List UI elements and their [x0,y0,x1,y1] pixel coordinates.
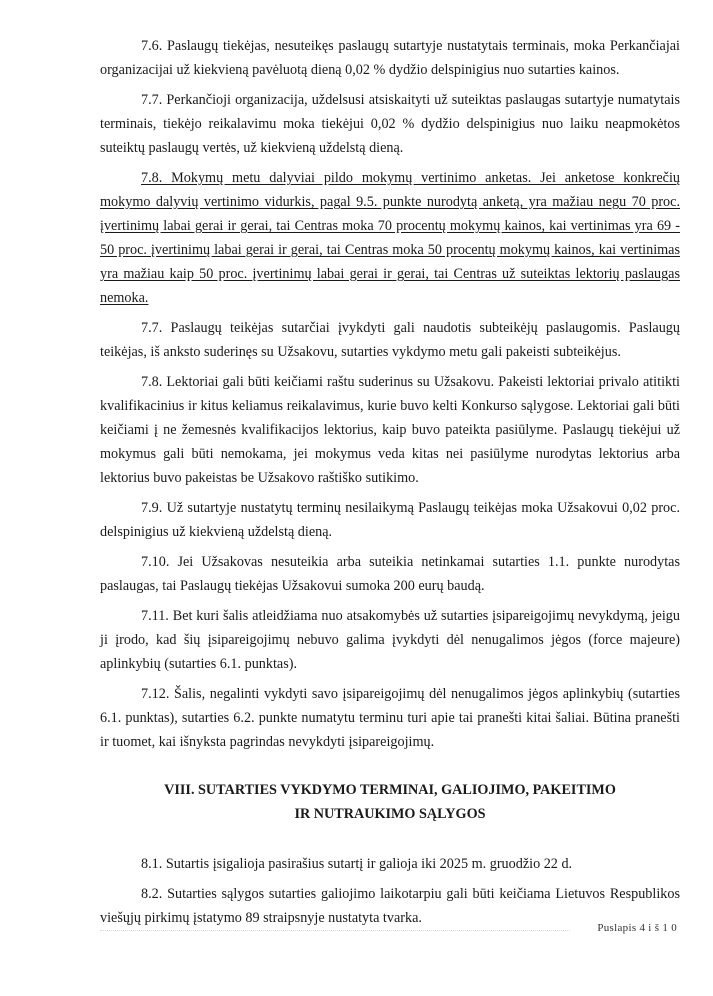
paragraph-7-9: 7.9. Už sutartyje nustatytų terminų nesilaikymą Paslaugų teikėjas moka Užsakovui 0,02 proc. delspinigius už kiekvieną uždelstą dieną. [100,500,680,540]
paragraph-7-7-subcontractors: 7.7. Paslaugų teikėjas sutarčiai įvykdyti gali naudotis subteikėjų paslaugomis. Paslaugų teikėjas, iš anksto suderinęs su Užsakovu, sutarties vykdymo metu gali pakeisti subteikėjus. [100,320,680,360]
paragraph-7-12: 7.12. Šalis, negalinti vykdyti savo įsipareigojimų dėl nenugalimos jėgos aplinkybių (sutarties 6.1. punktas), sutarties 6.2. punkte numatytu terminu turi apie tai pranešti kitai šaliai. Būtina pranešti ir tuomet, kai išnyksta pagrindas nevykdyti įsipareigojimų. [100,686,680,750]
section-heading [100,778,680,826]
paragraph-8-1: 8.1. Sutartis įsigalioja pasirašius sutartį ir galioja iki 2025 m. gruodžio 22 d. [141,856,573,872]
paragraph-8-2: 8.2. Sutarties sąlygos sutarties galiojimo laikotarpiu gali būti keičiama Lietuvos Respublikos viešųjų pirkimų įstatymo 89 straipsnyje nustatyta tvarka. [100,886,680,926]
paragraph-7-6: 7.6. Paslaugų tiekėjas, nesuteikęs paslaugų sutartyje nustatytais terminais, moka Perkančiajai organizacijai už kiekvieną pavėluotą dieną 0,02 % dydžio delspinigius nuo sutarties kainos. [100,38,680,78]
document-body [100,34,680,936]
paragraph-7-11: 7.11. Bet kuri šalis atleidžiama nuo atsakomybės už sutarties įsipareigojimų nevykdymą, jeigu ji įrodo, kad šių įsipareigojimų nebuvo galima įvykdyti dėl nenugalimos jėgos (force majeure) aplinkybių (sutarties 6.1. punktas). [100,608,680,672]
paragraph-7-10: 7.10. Jei Užsakovas nesuteikia arba suteikia netinkamai sutarties 1.1. punkte nurodytas paslaugas, tai Paslaugų tiekėjas Užsakovui sumoka 200 eurų baudą. [100,554,680,594]
underlined-text: 7.8. Mokymų metu dalyviai pildo mokymų vertinimo anketas. Jei anketose konkrečių mokymo dalyvių vertinimo vidurkis, pagal 9.5. punkte nurodytą anketą, yra mažiau negu 70 proc. įvertinimų labai gerai ir gerai, tai Centras moka 70 procentų mokymų kainos, kai vertinimas yra 69 - 50 proc. įvertinimų labai gerai ir gerai, tai Centras moka 50 procentų mokymų kainos, kai vertinimas yra mažiau kaip 50 proc. įvertinimų labai gerai ir gerai, tai Centras už suteiktas lektorių paslaugas nemoka. [100,170,680,306]
page-number: Puslapis 4 i š 1 0 [597,922,677,934]
paragraph-7-7: 7.7. Perkančioji organizacija, uždelsusi atsiskaityti už suteiktas paslaugas sutartyje numatytais terminais, tiekėjo reikalavimu moka tiekėjui 0,02 % dydžio delspinigius nuo laiku neapmokėtos suteiktų paslaugų vertės, už kiekvieną uždelstą dieną. [100,92,680,156]
section-heading-line1: VIII. SUTARTIES VYKDYMO TERMINAI, GALIOJIMO, PAKEITIMO [164,782,616,798]
paragraph-7-8-lecturers: 7.8. Lektoriai gali būti keičiami raštu suderinus su Užsakovu. Pakeisti lektoriai privalo atitikti kvalifikacinius ir kitus keliamus reikalavimus, kurie buvo kelti Konkurso sąlygose. Lektoriai gali būti keičiami į ne žemesnės kvalifikacijos lektorius, kaip buvo pateikta pasiūlyme. Paslaugų tiekėjui už mokymus gali būti nemokama, jei mokymus veda kitas nei pasiūlyme nurodytas lektorius arba lektorius buvo pakeistas be Užsakovo raštiško sutikimo. [100,374,680,486]
paragraph-7-8-underlined [100,166,680,310]
footer-divider [100,930,570,931]
section-heading-line2: IR NUTRAUKIMO SĄLYGOS [294,806,486,822]
